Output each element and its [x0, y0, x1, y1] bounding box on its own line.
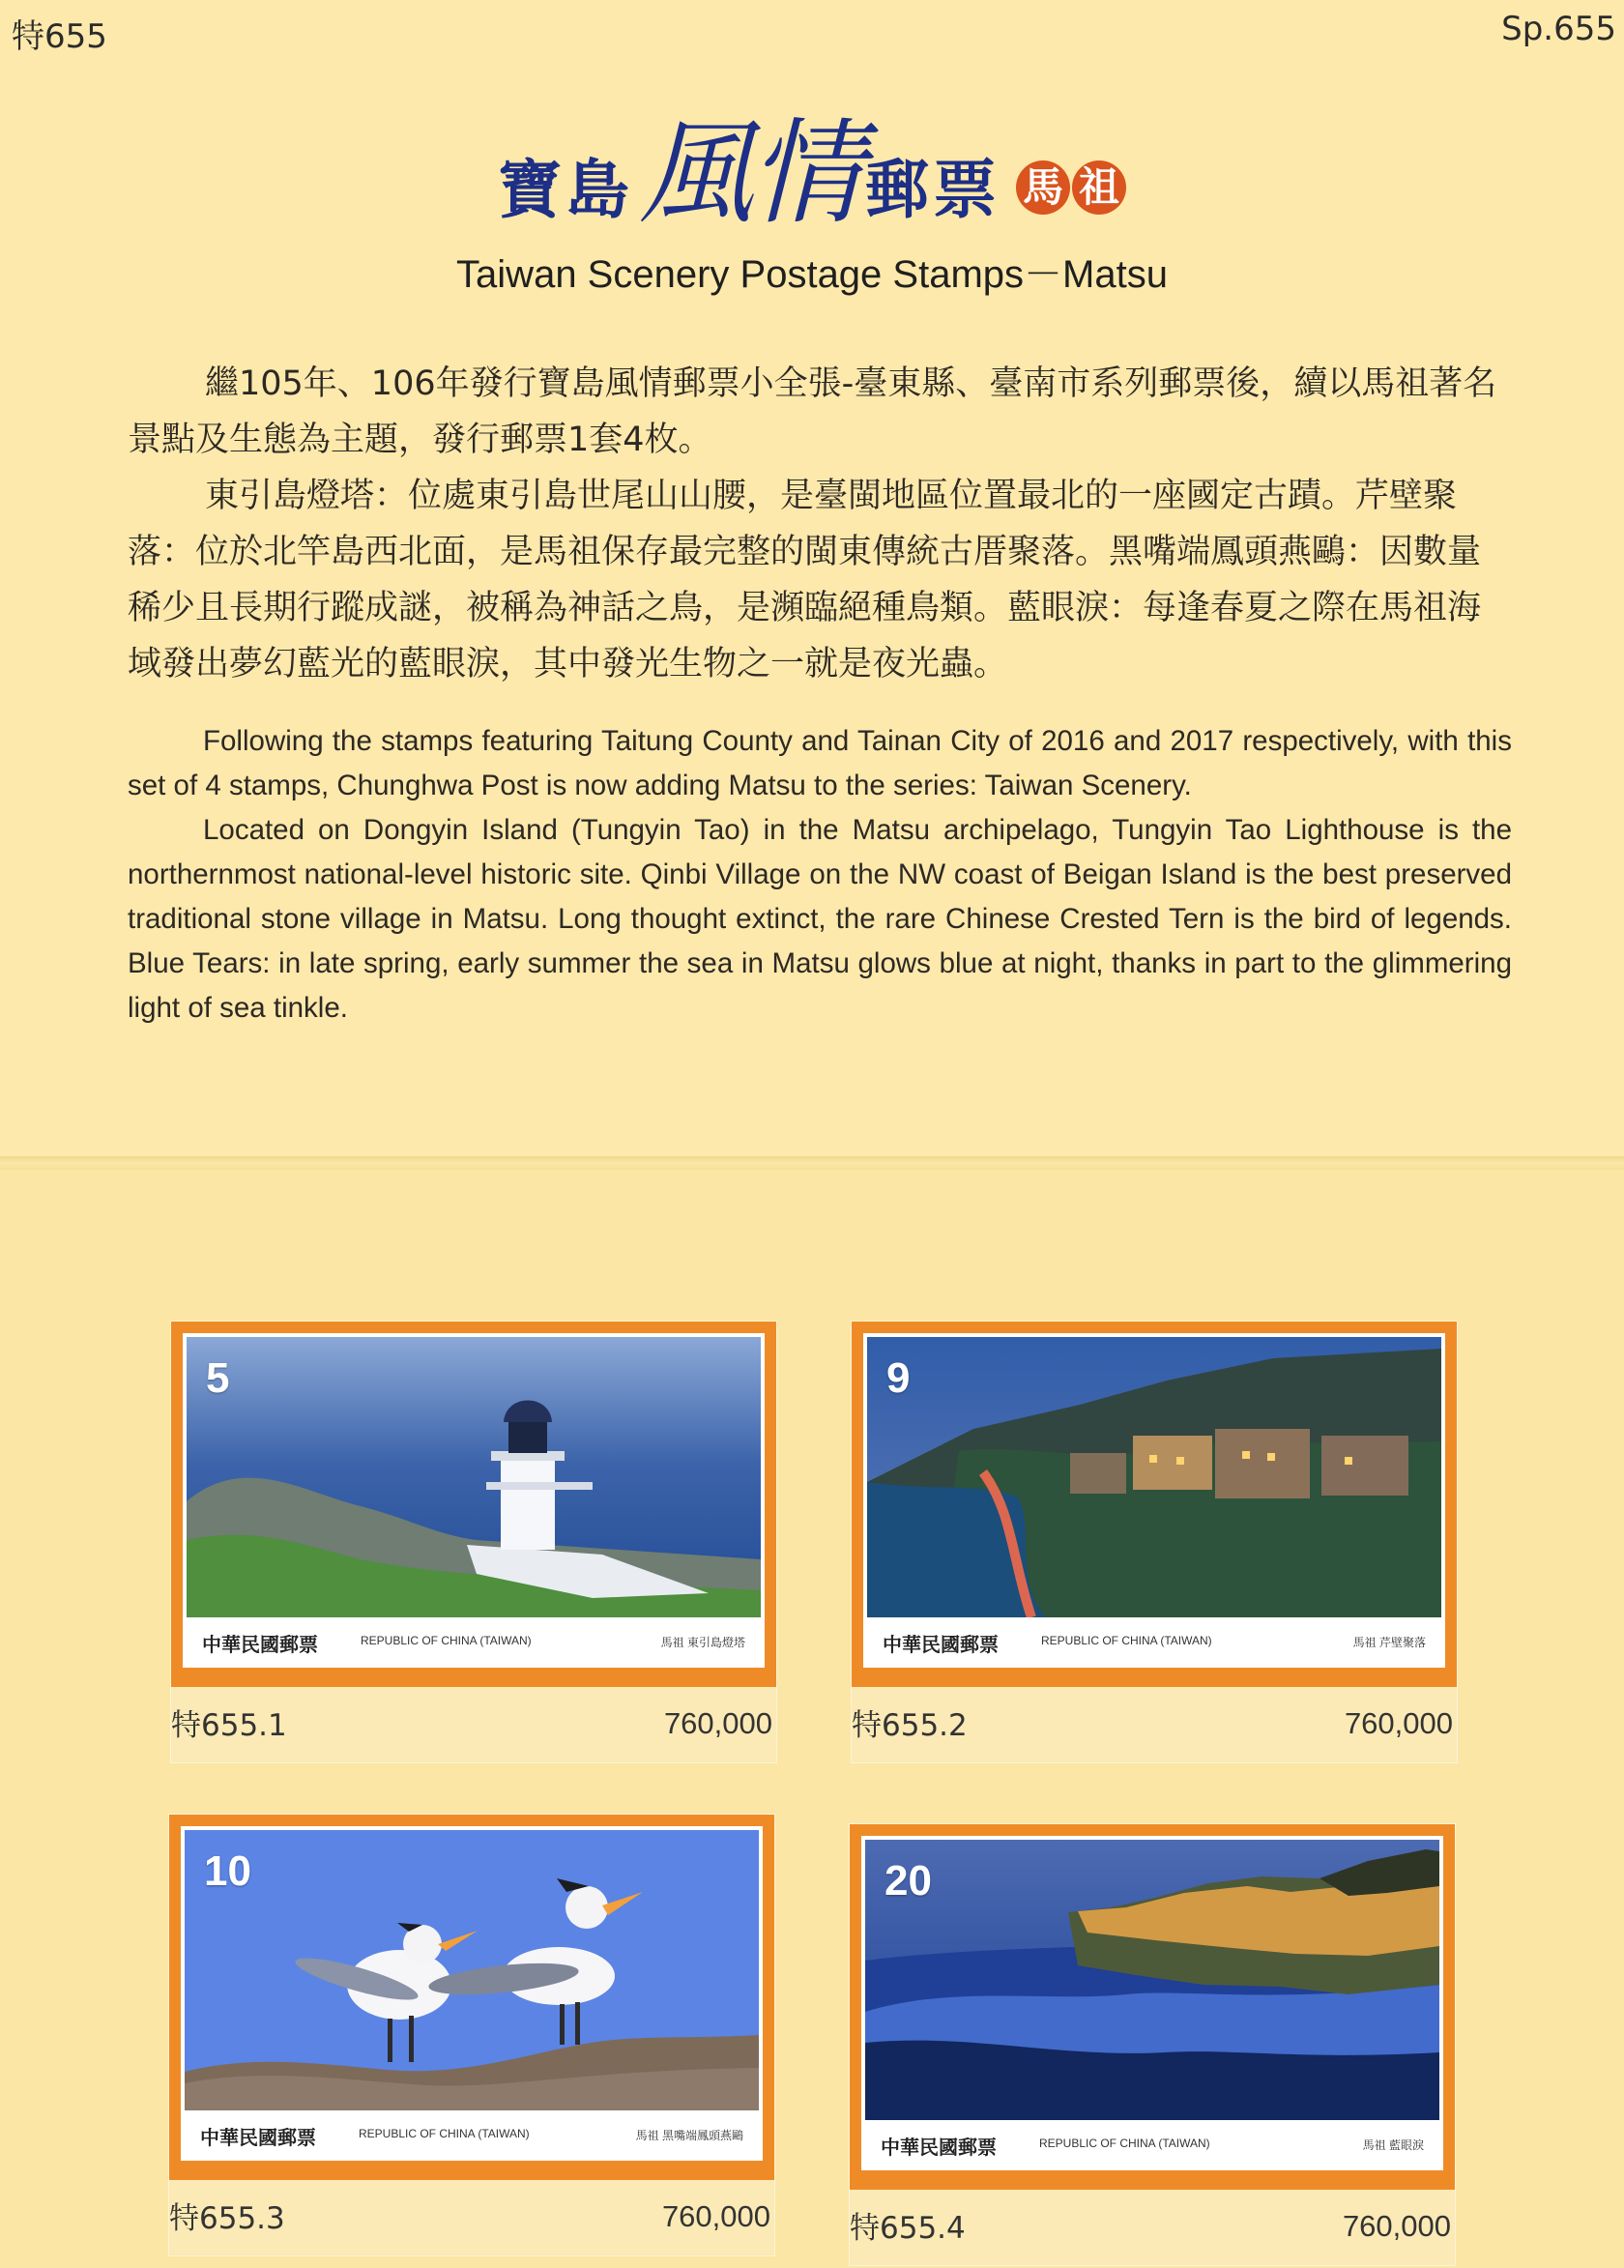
terns-photo [185, 1830, 759, 2110]
stamp-1-face [183, 1333, 765, 1668]
stamp-4-post-en: REPUBLIC OF CHINA (TAIWAN) [1039, 2137, 1210, 2150]
stamp-2-strip [867, 1617, 1441, 1664]
stamp-card-4 [849, 1823, 1456, 2266]
chinese-description [128, 356, 1510, 692]
matsu-badge [1016, 160, 1126, 215]
stamp-card-3 [168, 1814, 775, 2256]
title-en: Taiwan Scenery Postage Stamps－Matsu [456, 253, 1168, 296]
badge-char-1: 馬 [1016, 160, 1070, 215]
stamp-4-caption: 馬祖 藍眼淚 [1362, 2138, 1424, 2152]
stamp-2-post-en: REPUBLIC OF CHINA (TAIWAN) [1041, 1634, 1212, 1647]
title-block [0, 106, 1624, 296]
village-photo [867, 1337, 1441, 1617]
stamp-4-code: 特655.4 [850, 2211, 966, 2246]
en-paragraph-1: Following the stamps featuring Taitung County and Tainan City of 2016 and 2017 respectively, with this set of 4 stamps, Chunghwa Post is now adding Matsu to the series: Taiwan Scenery. [128, 725, 1512, 801]
stamp-2-quantity: 760,000 [1344, 1706, 1453, 1740]
folder-fold-line [0, 1156, 1624, 1170]
stamp-2-caption: 馬祖 芹壁聚落 [1352, 1636, 1426, 1649]
right-issue-code: Sp.655 [1501, 10, 1616, 48]
stamp-1 [171, 1322, 776, 1687]
title-cn-part3: 郵票 [865, 152, 1000, 227]
stamp-1-denomination: 5 [206, 1354, 230, 1402]
stamp-3-post-cn: 中華民國郵票 [200, 2128, 316, 2149]
stamp-2-post-cn: 中華民國郵票 [883, 1635, 999, 1656]
stamp-4-face [861, 1836, 1443, 2170]
stamp-3-strip [185, 2110, 759, 2157]
badge-char-2: 祖 [1072, 160, 1126, 215]
stamp-1-strip [187, 1617, 761, 1664]
en-paragraph-2: Located on Dongyin Island (Tungyin Tao) in the Matsu archipelago, Tungyin Tao Lighthouse is the northernmost national-level historic site. Qinbi Village on the NW coast of Beigan Island is the best preserved traditional stone village in Matsu. Long thought extinct, the rare Chinese Crested Tern is the bird of legends. Blue Tears: in late spring, early summer the sea in Matsu glows blue at night, thanks in part to the glimmering light of sea tinkle. [128, 814, 1512, 1024]
stamp-4-strip [865, 2120, 1439, 2166]
stamp-3-denomination: 10 [204, 1847, 251, 1895]
stamp-3-code: 特655.3 [169, 2201, 285, 2236]
stamp-2-face [863, 1333, 1445, 1668]
stamp-1-quantity: 760,000 [663, 1706, 772, 1740]
stamp-card-1 [170, 1321, 777, 1763]
cn-paragraph-2: 東引島燈塔：位處東引島世尾山山腰，是臺閩地區位置最北的一座國定古蹟。芹壁聚落：位於北竿島西北面，是馬祖保存最完整的閩東傳統古厝聚落。黑嘴端鳳頭燕鷗：因數量稀少且長期行蹤成謎，被稱為神話之鳥，是瀕臨絕種鳥類。藍眼淚：每逢春夏之際在馬祖海域發出夢幻藍光的藍眼淚，其中發光生物之一就是夜光蟲。 [128, 477, 1482, 683]
stamp-4-post-cn: 中華民國郵票 [881, 2137, 997, 2159]
stamp-4 [850, 1824, 1455, 2190]
left-issue-code: 特655 [12, 17, 107, 56]
stamp-3-caption: 馬祖 黑嘴端鳳頭燕鷗 [635, 2129, 743, 2142]
stamp-1-caption: 馬祖 東引島燈塔 [660, 1636, 745, 1649]
lighthouse-photo [187, 1337, 761, 1617]
stamp-3-post-en: REPUBLIC OF CHINA (TAIWAN) [359, 2127, 530, 2140]
english-description [128, 719, 1512, 1031]
stamp-4-quantity: 760,000 [1342, 2209, 1451, 2243]
title-cn-part2: 風情 [638, 106, 859, 240]
stamp-2-denomination: 9 [886, 1354, 911, 1402]
blue-tears-photo [865, 1840, 1439, 2120]
stamp-2-code: 特655.2 [852, 1708, 968, 1743]
stamp-2 [852, 1322, 1457, 1687]
cn-paragraph-1: 繼105年、106年發行寶島風情郵票小全張-臺東縣、臺南市系列郵票後，續以馬祖著名景點及生態為主題，發行郵票1套4枚。 [128, 364, 1497, 459]
stamp-1-post-en: REPUBLIC OF CHINA (TAIWAN) [361, 1634, 532, 1647]
title-cn-part1: 寶島 [497, 152, 633, 227]
stamp-card-2 [851, 1321, 1458, 1763]
stamp-3 [169, 1815, 774, 2180]
stamp-3-face [181, 1826, 763, 2161]
title-cn [497, 106, 1126, 240]
stamp-1-post-cn: 中華民國郵票 [202, 1635, 318, 1656]
stamp-3-quantity: 760,000 [661, 2199, 770, 2233]
stamp-4-denomination: 20 [884, 1857, 932, 1905]
stamp-1-code: 特655.1 [171, 1708, 287, 1743]
